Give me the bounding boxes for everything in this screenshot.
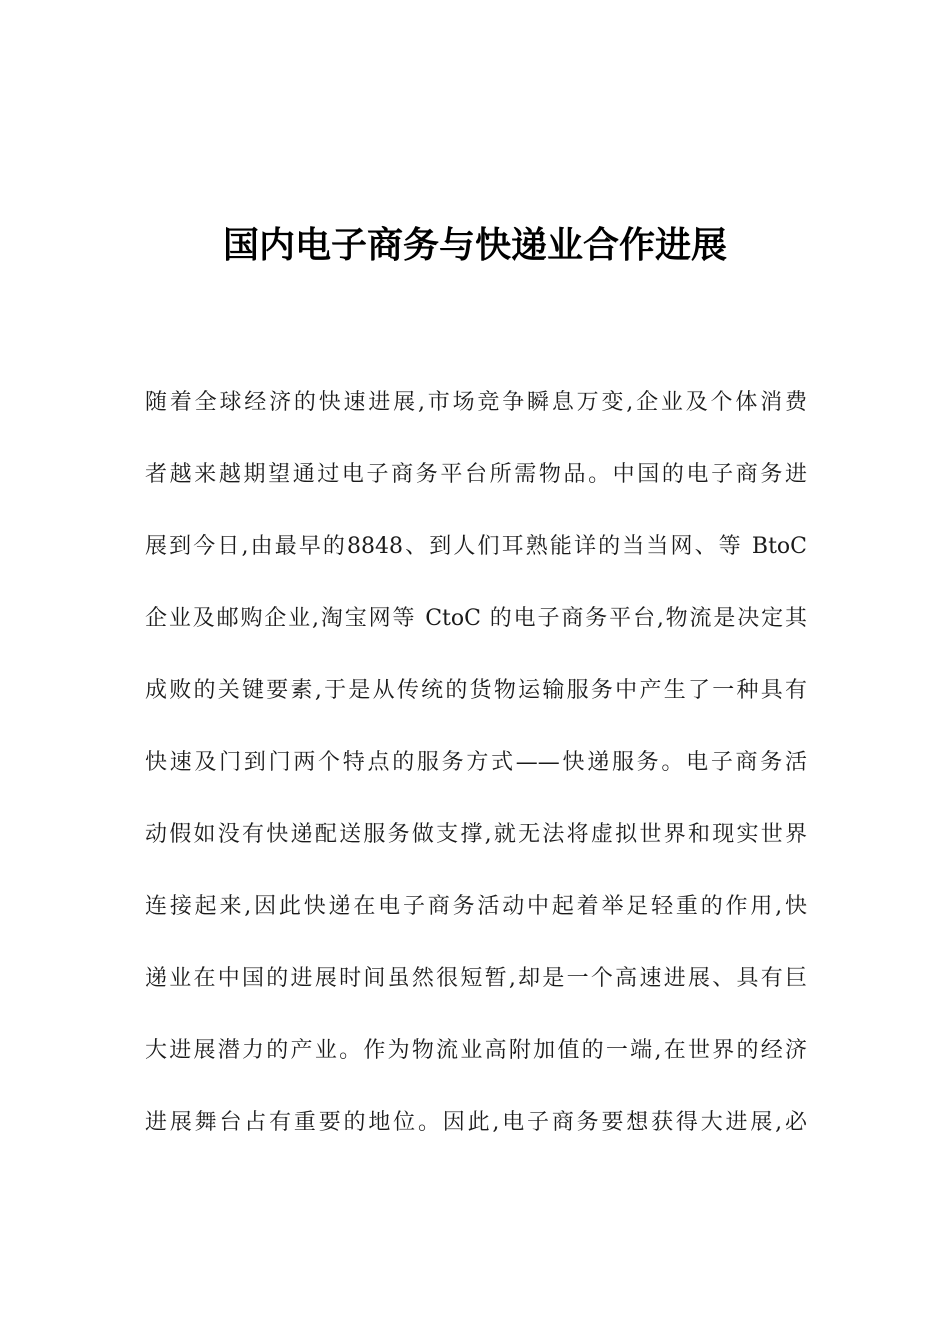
body-line-9: 递业在中国的进展时间虽然很短暂,却是一个高速进展、具有巨 <box>145 966 807 991</box>
body-line-4: 企业及邮购企业,淘宝网等 CtoC 的电子商务平台,物流是决定其 <box>145 606 807 631</box>
body-line-3: 展到今日,由最早的8848、到人们耳熟能详的当当网、等 BtoC <box>145 534 807 559</box>
document-title: 国内电子商务与快递业合作进展 <box>222 225 727 266</box>
body-line-2: 者越来越期望通过电子商务平台所需物品。中国的电子商务进 <box>145 462 807 487</box>
body-line-11: 进展舞台占有重要的地位。因此,电子商务要想获得大进展,必 <box>145 1110 807 1135</box>
document-body <box>145 378 807 1170</box>
body-line-10: 大进展潜力的产业。作为物流业高附加值的一端,在世界的经济 <box>145 1038 807 1063</box>
body-line-1: 随着全球经济的快速进展,市场竞争瞬息万变,企业及个体消费 <box>145 390 807 415</box>
body-line-8: 连接起来,因此快递在电子商务活动中起着举足轻重的作用,快 <box>145 894 807 919</box>
body-line-6: 快速及门到门两个特点的服务方式——快递服务。电子商务活 <box>145 750 807 775</box>
body-line-5: 成败的关键要素,于是从传统的货物运输服务中产生了一种具有 <box>145 678 807 703</box>
body-line-7: 动假如没有快递配送服务做支撑,就无法将虚拟世界和现实世界 <box>145 822 807 847</box>
